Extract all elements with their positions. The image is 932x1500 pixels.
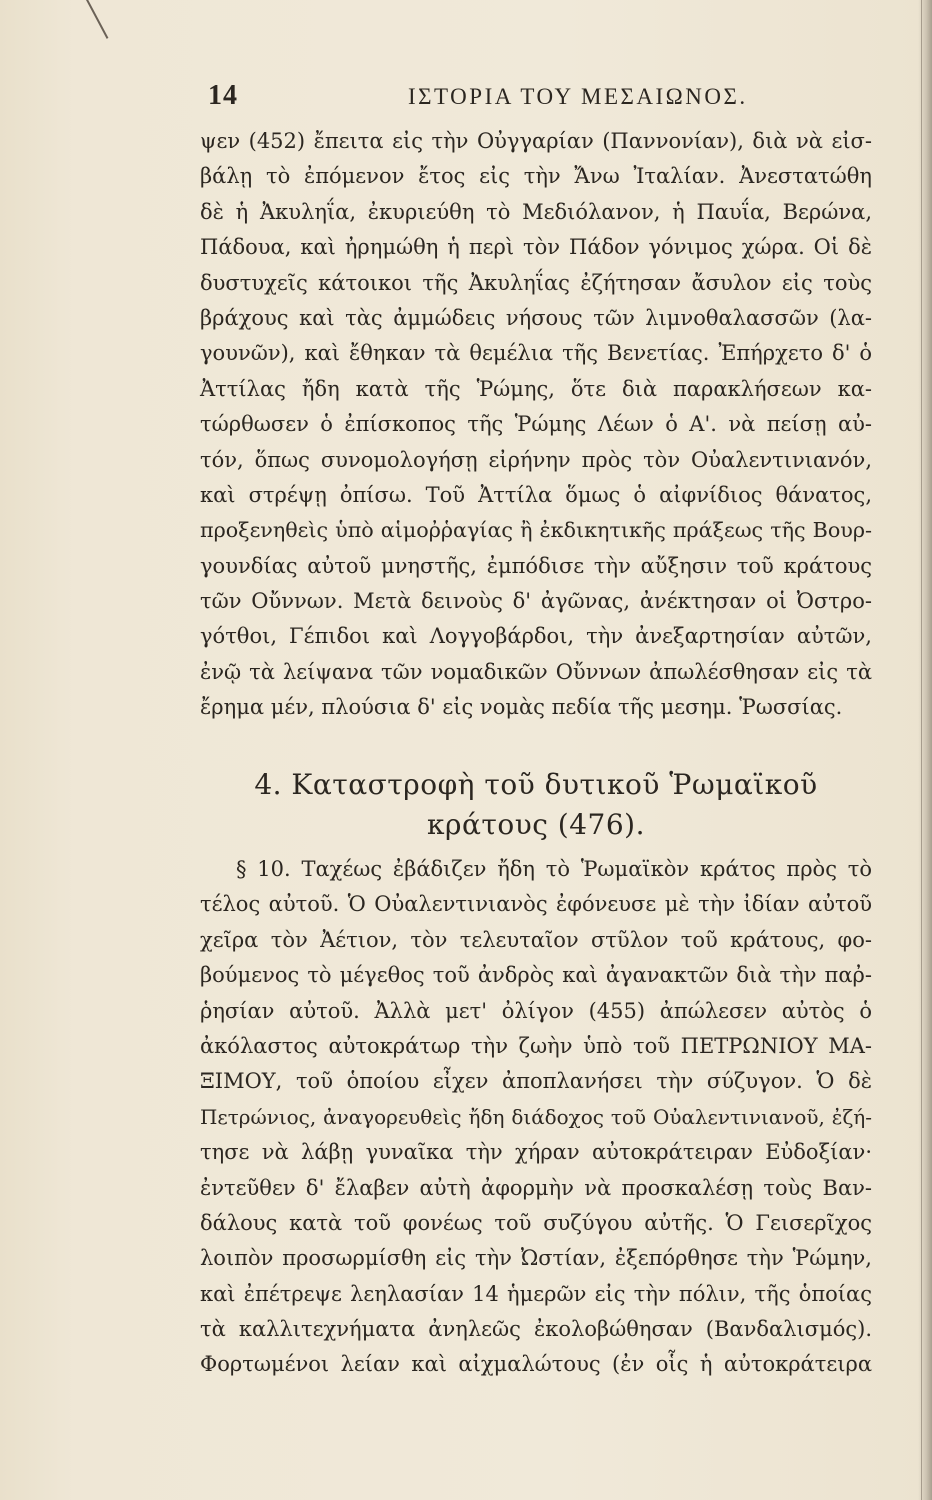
text-line: χεῖρα τὸν Ἀέτιον, τὸν τελευταῖον στῦλον τοῦ κράτους, φο-: [200, 927, 872, 952]
text-line: τώρθωσεν ὁ ἐπίσκοπος τῆς Ῥώμης Λέων ὁ Α'. νὰ πείσῃ αὐ-: [200, 412, 872, 437]
text-line: ΞΙΜΟΥ, τοῦ ὁποίου εἶχεν ἀποπλανήσει τὴν σύζυγον. Ὁ δὲ: [200, 1069, 872, 1094]
text-line: Πετρώνιος, ἀναγορευθεὶς ἤδη διάδοχος τοῦ Οὐαλεντινιανοῦ, ἐζή-: [200, 1104, 872, 1129]
page-header: [208, 80, 868, 116]
text-line: δὲ ἡ Ἀκυληΐα, ἐκυριεύθη τὸ Μεδιόλανον, ἡ Παυΐα, Βερώνα,: [200, 199, 872, 224]
text-block-2: [200, 852, 872, 1383]
text-line: λοιπὸν προσωρμίσθη εἰς τὴν Ὠστίαν, ἐξεπόρθησε τὴν Ῥώμην,: [200, 1246, 872, 1271]
text-line: Πάδουα, καὶ ἠρημώθη ἡ περὶ τὸν Πάδον γόνιμος χώρα. Οἱ δὲ: [200, 235, 872, 260]
text-line: γουνῶν), καὶ ἔθηκαν τὰ θεμέλια τῆς Βενετίας. Ἐπήρχετο δ' ὁ: [200, 341, 872, 366]
text-line: προξενηθεὶς ὑπὸ αἱμοῤῥαγίας ἢ ἐκδικητικῆς πράξεως τῆς Βουρ-: [200, 518, 872, 543]
text-line: γότθοι, Γέπιδοι καὶ Λογγοβάρδοι, τὴν ἀνεξαρτησίαν αὐτῶν,: [200, 624, 872, 649]
page-edge-shadow: [918, 0, 932, 1500]
text-line: Ἀττίλας ἤδη κατὰ τῆς Ῥώμης, ὅτε διὰ παρακλήσεων κα-: [200, 376, 872, 401]
text-line: ψεν (452) ἔπειτα εἰς τὴν Οὐγγαρίαν (Παννονίαν), διὰ νὰ εἰσ-: [200, 129, 872, 153]
text-line: βάλῃ τὸ ἐπόμενον ἔτος εἰς τὴν Ἄνω Ἰταλίαν. Ἀνεστατώθη: [200, 164, 872, 189]
text-line: καὶ στρέψῃ ὀπίσω. Τοῦ Ἀττίλα ὅμως ὁ αἰφνίδιος θάνατος,: [200, 482, 872, 507]
text-line: τησε νὰ λάβῃ γυναῖκα τὴν χήραν αὐτοκράτειραν Εὐδοξίαν·: [200, 1140, 872, 1165]
ink-mark: [86, 0, 108, 39]
text-line: δάλους κατὰ τοῦ φονέως τοῦ συζύγου αὐτῆς. Ὁ Γεισερῖχος: [200, 1210, 872, 1235]
text-line: τῶν Οὔννων. Μετὰ δεινοὺς δ' ἀγῶνας, ἀνέκτησαν οἱ Ὀστρο-: [200, 589, 872, 614]
running-title: ΙΣΤΟΡΙΑ ΤΟΥ ΜΕΣΑΙΩΝΟΣ.: [408, 84, 748, 109]
text-line: ῥησίαν αὐτοῦ. Ἀλλὰ μετ' ὀλίγον (455) ἀπώλεσεν αὐτὸς ὁ: [200, 998, 872, 1023]
text-line: ἀκόλαστος αὐτοκράτωρ τὴν ζωὴν ὑπὸ τοῦ ΠΕΤΡΩΝΙΟΥ ΜΑ-: [200, 1033, 872, 1058]
section-heading-line-2: κράτους (476).: [426, 808, 645, 841]
text-line: τὰ καλλιτεχνήματα ἀνηλεῶς ἐκολοβώθησαν (Βανδαλισμός).: [200, 1317, 872, 1342]
text-line: βούμενος τὸ μέγεθος τοῦ ἀνδρὸς καὶ ἀγανακτῶν διὰ τὴν παῤ-: [200, 963, 872, 988]
text-line: § 10. Ταχέως ἐβάδιζεν ἤδη τὸ Ῥωμαϊκὸν κράτος πρὸς τὸ: [236, 857, 872, 881]
text-line: Φορτωμένοι λείαν καὶ αἰχμαλώτους (ἐν οἷς ἡ αὐτοκράτειρα: [200, 1352, 872, 1377]
page-number: 14: [208, 80, 238, 111]
text-line: βράχους καὶ τὰς ἀμμώδεις νήσους τῶν λιμνοθαλασσῶν (λα-: [200, 305, 872, 330]
text-line: δυστυχεῖς κάτοικοι τῆς Ἀκυληΐας ἐζήτησαν ἄσυλον εἰς τοὺς: [200, 270, 872, 295]
text-line: τόν, ὅπως συνομολογήσῃ εἰρήνην πρὸς τὸν Οὐαλεντινιανόν,: [200, 447, 872, 472]
text-line: ἐνῷ τὰ λείψανα τῶν νομαδικῶν Οὔννων ἀπωλέσθησαν εἰς τὰ: [200, 659, 872, 684]
text-block-1: [200, 124, 872, 726]
text-line: ἔρημα μέν, πλούσια δ' εἰς νομὰς πεδία τῆς μεσημ. Ῥωσσίας.: [200, 695, 843, 720]
text-line: καὶ ἐπέτρεψε λεηλασίαν 14 ἡμερῶν εἰς τὴν πόλιν, τῆς ὁποίας: [200, 1281, 872, 1306]
text-line: ἐντεῦθεν δ' ἔλαβεν αὐτὴ ἀφορμὴν νὰ προσκαλέσῃ τοὺς Βαν-: [200, 1175, 872, 1200]
text-line: γουνδίας αὐτοῦ μνηστῆς, ἐμπόδισε τὴν αὔξησιν τοῦ κράτους: [200, 553, 872, 578]
text-line: τέλος αὐτοῦ. Ὁ Οὐαλεντινιανὸς ἐφόνευσε μὲ τὴν ἰδίαν αὐτοῦ: [200, 892, 872, 917]
section-heading-line-1: 4. Καταστροφὴ τοῦ δυτικοῦ Ῥωμαϊκοῦ: [254, 768, 818, 801]
